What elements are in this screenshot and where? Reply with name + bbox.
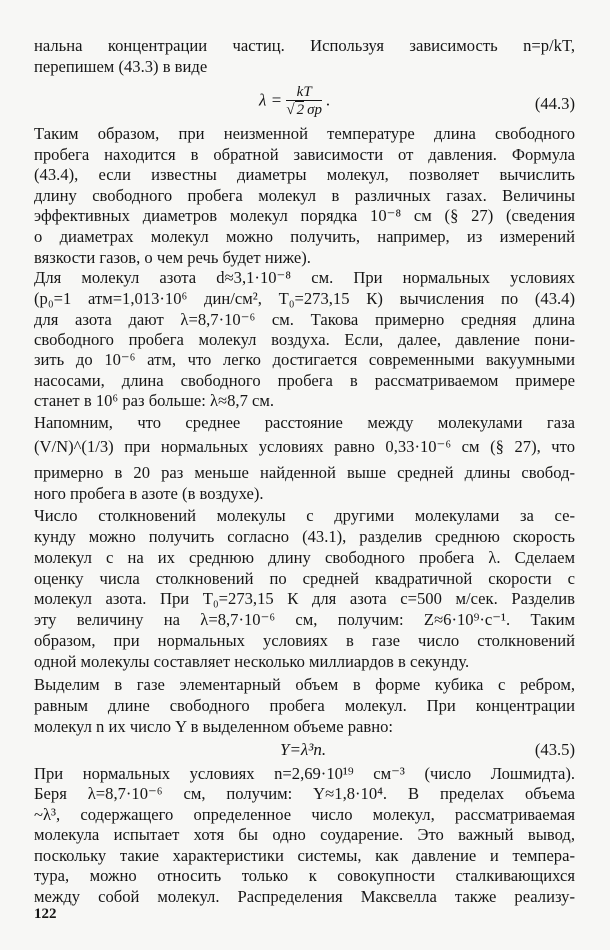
text-line: кунду можно получить согласно (43.1), разделив среднюю скорость	[34, 527, 575, 546]
equation-44-3	[34, 80, 575, 116]
text-line: зить до 10⁻⁶ атм, что легко достигается современными вакуумными	[34, 350, 575, 369]
text-line: Выделим в газе элементарный объем в форме кубика с ребром,	[34, 675, 575, 694]
equation-43-5	[34, 738, 575, 764]
equation-body	[259, 84, 331, 119]
text-line: тура, можно относить только к совокупности сталкивающихся	[34, 866, 575, 885]
fraction-numerator: kT	[286, 84, 322, 101]
text-line: эффективных диаметров молекул порядка 10⁻⁸ см (§ 27) (сведения	[34, 206, 575, 225]
text-line: ~λ³, содержащего определенное число молекул, рассматриваемая	[34, 805, 575, 824]
text-line: (p₀=1 атм=1,013·10⁶ дин/см², T₀=273,15 К) вычисления по (43.4)	[34, 289, 575, 308]
page-number: 122	[34, 906, 57, 922]
text-line: свободного пробега молекул воздуха. Если, далее, давление пони-	[34, 330, 575, 349]
text-line: Число столкновений молекулы с другими молекулами за се-	[34, 506, 575, 525]
text-line: насосами, длина свободного пробега в рассматриваемом примере	[34, 371, 575, 390]
text-line: ного пробега в азоте (в воздухе).	[34, 484, 264, 503]
text-line: (V/N)^(1/3) при нормальных условиях равно 0,33·10⁻⁶ см (§ 27), что	[34, 437, 575, 456]
text-line: вязкости газов, о чем речь будет ниже).	[34, 248, 311, 267]
denominator-rest: σp	[307, 102, 322, 118]
text-line: Для молекул азота d≈3,1·10⁻⁸ см. При нормальных условиях	[34, 268, 575, 287]
text-line: поскольку такие характеристики системы, как давление и темпера-	[34, 846, 575, 865]
sqrt-argument: 2	[296, 102, 305, 118]
equation-number: (44.3)	[534, 94, 575, 113]
fraction	[286, 84, 322, 119]
text-line: молекул n их число Y в выделенном объеме равно:	[34, 717, 394, 736]
text-line: молекул азота. При T₀=273,15 К для азота c=500 м/сек. Разделив	[34, 589, 575, 608]
equation-lhs: λ =	[259, 90, 283, 110]
text-line: молекул c на их среднюю длину свободного пробега λ. Сделаем	[34, 548, 575, 567]
text-line: нальна концентрации частиц. Используя зависимость n=p/kT,	[34, 36, 575, 55]
text-line: длину свободного пробега молекул в различных газах. Величины	[34, 186, 575, 205]
text-line: молекула испытает хотя бы одно соударение. Это важный вывод,	[34, 825, 575, 844]
text-line: между собой молекул. Распределения Максвелла также реализу-	[34, 887, 575, 906]
equation-tail: .	[326, 90, 331, 110]
fraction-denominator: √ 2 σp	[286, 102, 322, 118]
text-line: о диаметрах молекул можно получить, например, из измерений	[34, 227, 575, 246]
text-line: для азота дают λ=8,7·10⁻⁶ см. Такова примерно средняя длина	[34, 310, 575, 329]
text-line: образом, при нормальных условиях в газе число столкновений	[34, 631, 575, 650]
text-line: перепишем (43.3) в виде	[34, 57, 208, 76]
text-line: Напомним, что среднее расстояние между молекулами газа	[34, 413, 575, 432]
text-line: примерно в 20 раз меньше найденной выше средней длины свобод-	[34, 463, 575, 482]
text-line: Таким образом, при неизменной температуре длина свободного	[34, 124, 575, 143]
equation-body: Y=λ³n.	[280, 740, 327, 759]
equation-number: (43.5)	[534, 740, 575, 759]
text-line: При нормальных условиях n=2,69·10¹⁹ см⁻³ (число Лошмидта).	[34, 764, 575, 783]
text-line: эту величину на λ=8,7·10⁻⁶ см, получим: Z≈6·10⁹·c⁻¹. Таким	[34, 610, 575, 629]
text-line: оценку числа столкновений по средней квадратичной скорости c	[34, 569, 575, 588]
text-line: пробега находится в обратной зависимости от давления. Формула	[34, 145, 575, 164]
text-line: одной молекулы составляет несколько миллиардов в секунду.	[34, 652, 470, 671]
text-line: станет в 10⁶ раз больше: λ≈8,7 см.	[34, 391, 275, 410]
text-line: (43.4), если известны диаметры молекул, позволяет вычислить	[34, 165, 575, 184]
text-line: равным длине свободного пробега молекул. При концентрации	[34, 696, 575, 715]
text-line: Беря λ=8,7·10⁻⁶ см, получим: Y≈1,8·10⁴. В пределах объема	[34, 784, 575, 803]
